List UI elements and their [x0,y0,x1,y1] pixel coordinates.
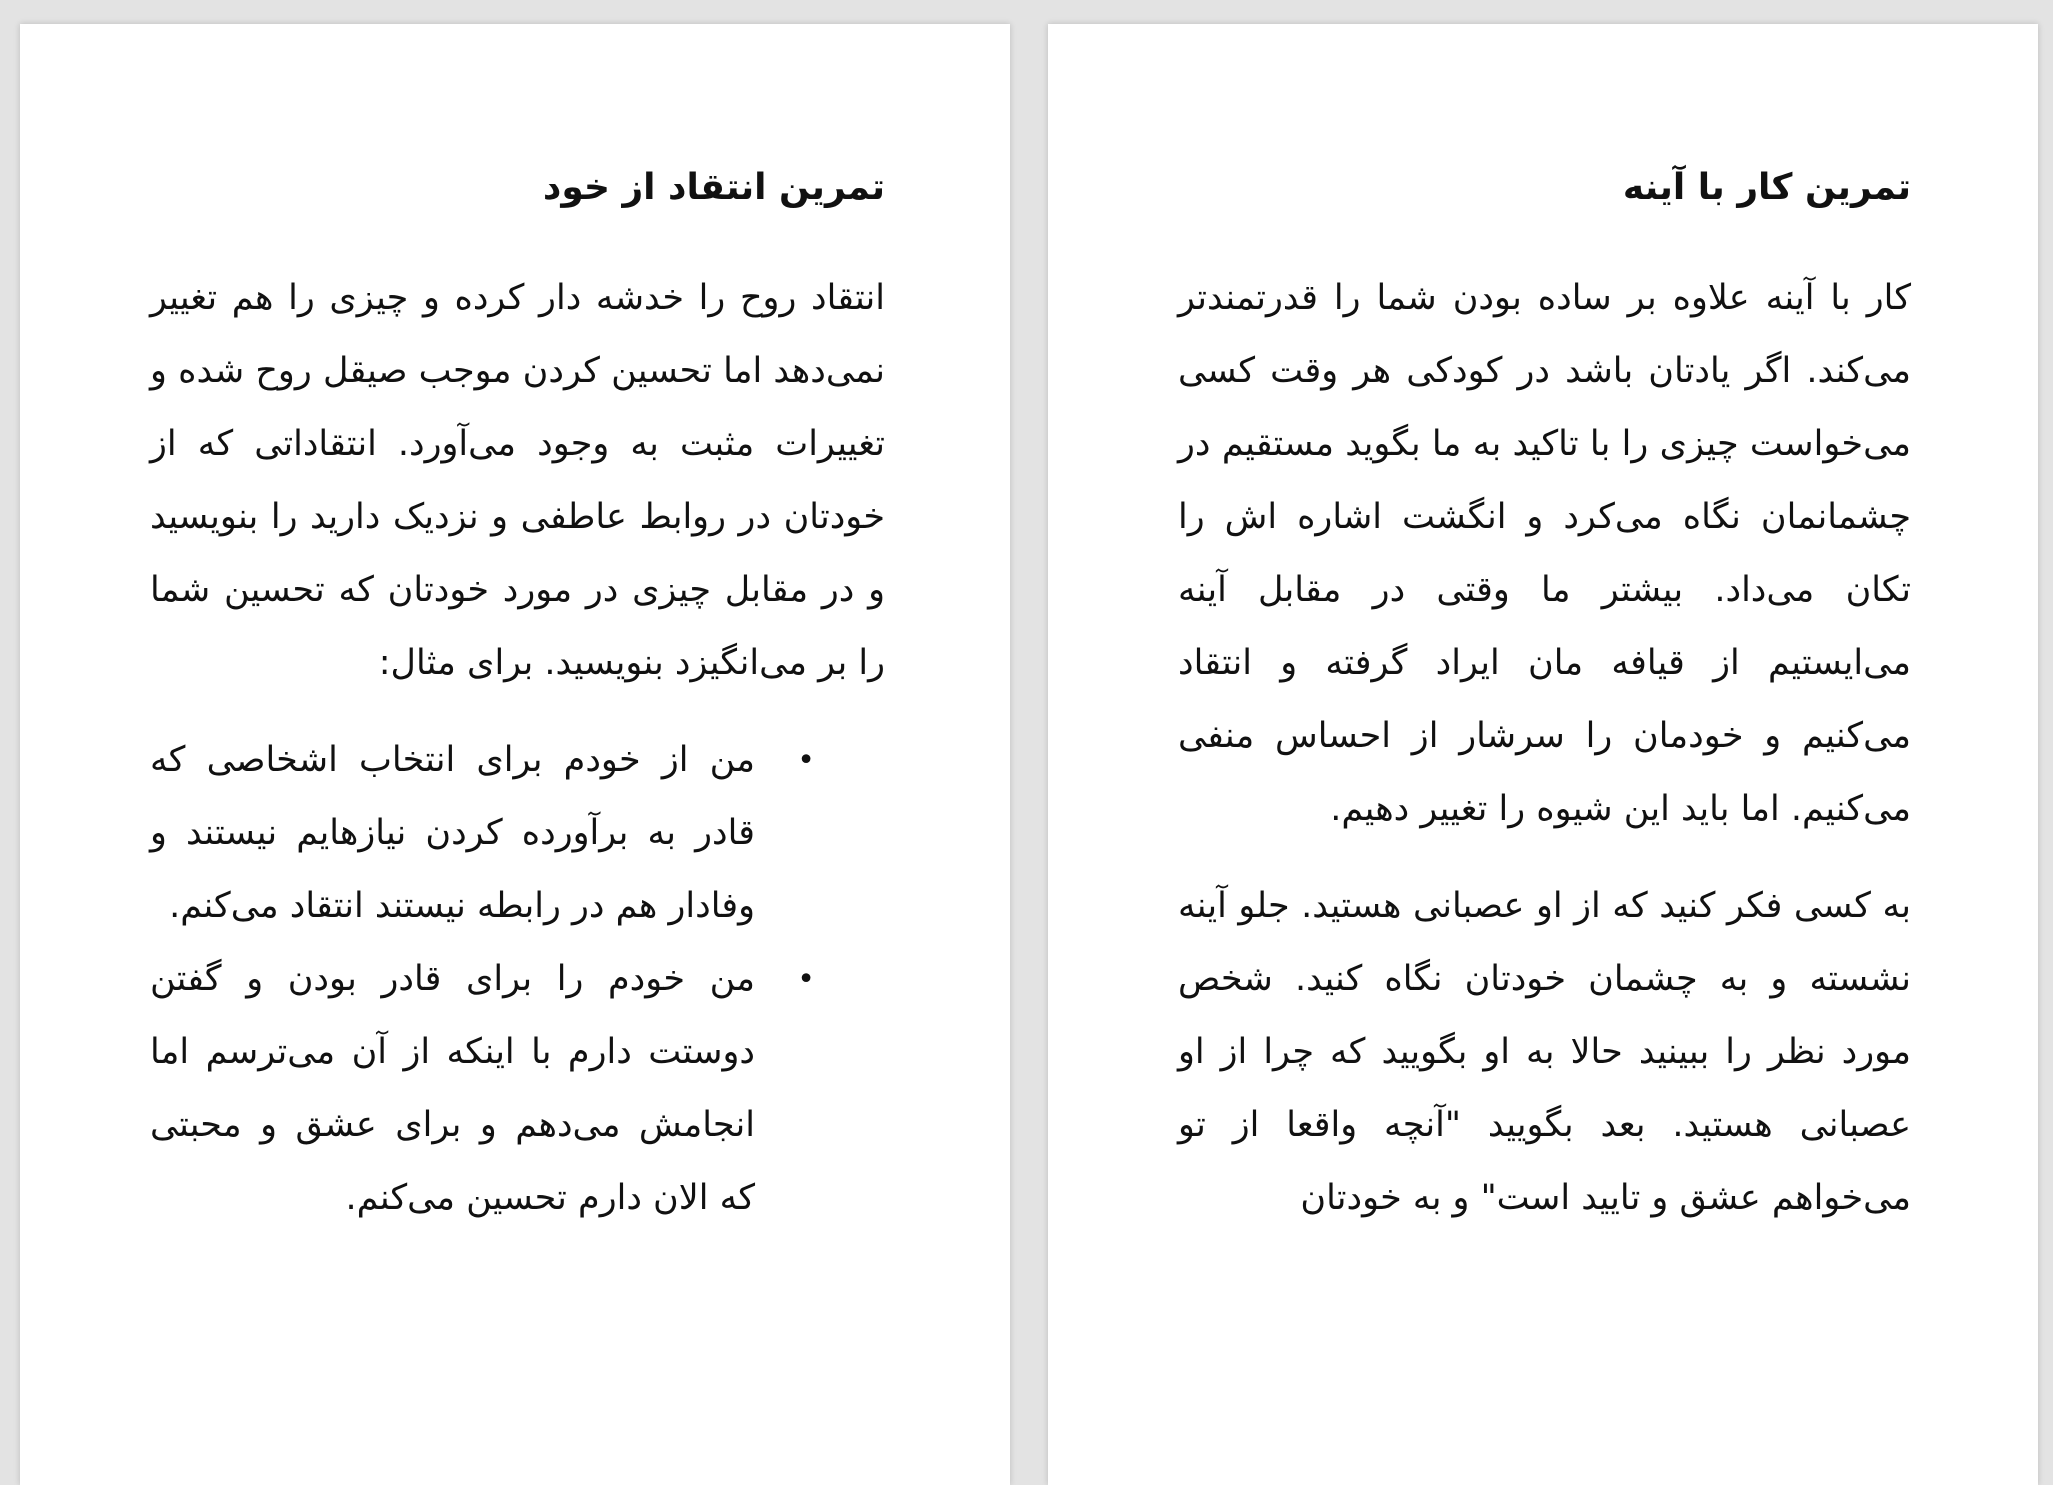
self-criticism-paragraph: انتقاد روح را خدشه دار کرده و چیزی را هم تغییر نمی‌دهد اما تحسین کردن موجب صیقل روح شده و تغییرات مثبت به وجود می‌آورد. انتقاداتی که از خودتان در روابط عاطفی و نزدیک دارید را بنویسید و در مقابل چیزی در مورد خودتان که تحسین شما را بر می‌انگیزد بنویسید. برای مثال: [150,278,885,683]
mirror-work-paragraph-1: کار با آینه علاوه بر ساده بودن شما را قدرتمندتر می‌کند. اگر یادتان باشد در کودکی هر وقت کسی می‌خواست چیزی را با تاکید به ما بگوید مستقیم در چشمانمان نگاه می‌کرد و انگشت اشاره اش را تکان می‌داد. بیشتر ما وقتی در مقابل آینه می‌ایستیم از قیافه مان ایراد گرفته و انتقاد می‌کنیم و خودمان را سرشار از احساس منفی می‌کنیم. اما باید این شیوه را تغییر دهیم. [1178,278,1911,829]
bullet-icon: • [797,743,815,778]
list-item-text: من از خودم برای انتخاب اشخاصی که قادر به برآورده کردن نیازهایم نیستند و وفادار هم در رابطه نیستند انتقاد می‌کنم. [150,740,755,926]
example-list [150,724,885,1235]
list-item [150,943,815,1235]
bullet-icon: • [797,962,815,997]
self-criticism-heading: تمرین انتقاد از خود [542,167,885,208]
mirror-work-paragraph-2: به کسی فکر کنید که از او عصبانی هستید. جلو آینه نشسته و به چشمان خودتان نگاه کنید. شخص مورد نظر را ببینید حالا به او بگویید که چرا از او عصبانی هستید. بعد بگویید "آنچه واقعا از تو می‌خواهم عشق و تایید است" و به خودتان [1178,886,1911,1218]
mirror-work-heading: تمرین کار با آینه [1622,167,1911,208]
list-item [150,724,815,943]
left-page-content [150,158,885,1235]
list-item-text: من خودم را برای قادر بودن و گفتن دوستت دارم با اینکه از آن می‌ترسم اما انجامش می‌دهم و برای عشق و محبتی که الان دارم تحسین می‌کنم. [150,959,755,1218]
right-page-content [1178,158,1911,1259]
right-page [1048,24,2038,1485]
left-page [20,24,1010,1485]
